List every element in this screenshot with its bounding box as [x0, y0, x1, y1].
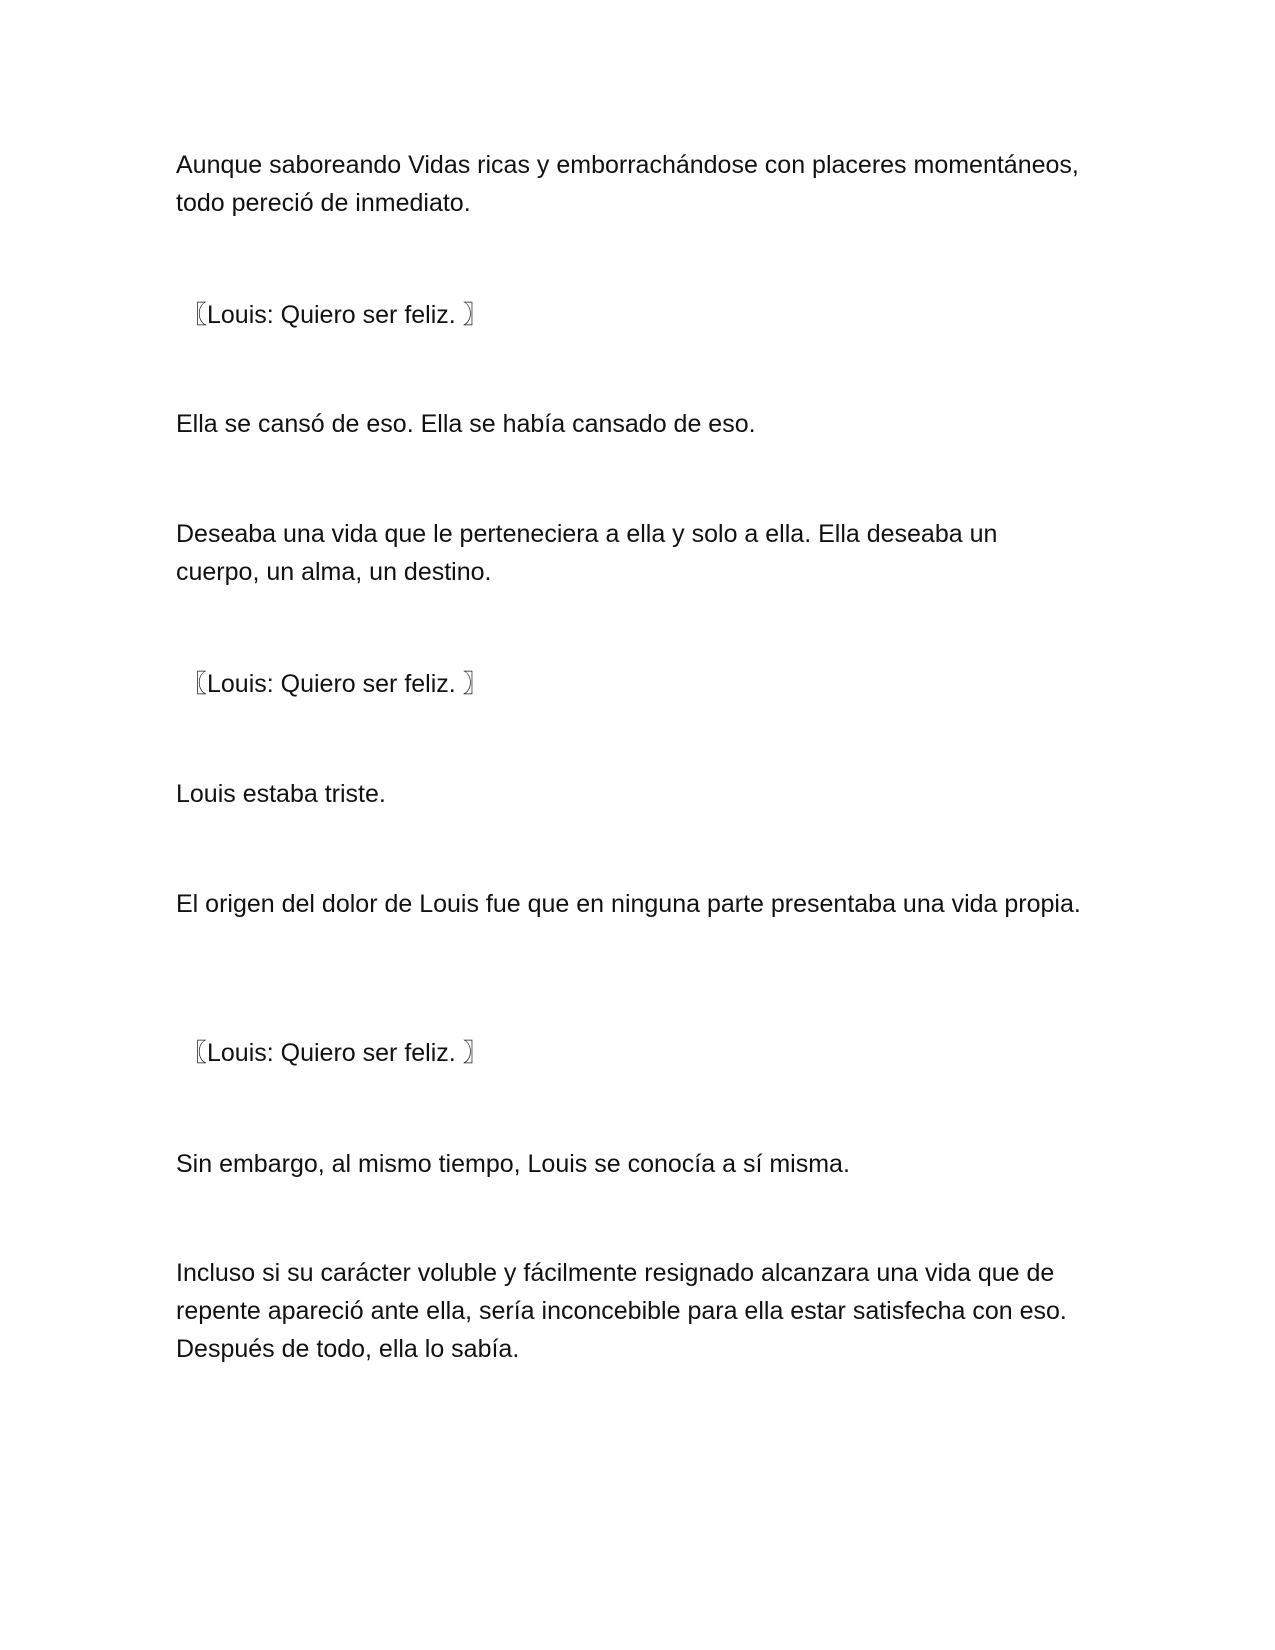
paragraph-4: Louis estaba triste.: [176, 780, 386, 808]
paragraph-5: El origen del dolor de Louis fue que en ninguna parte presentaba una vida propia.: [176, 890, 1081, 918]
dialogue-line-2: 〖Louis: Quiero ser feliz. 〗: [182, 670, 488, 698]
dialogue-line-3: 〖Louis: Quiero ser feliz. 〗: [182, 1039, 488, 1067]
paragraph-7: Incluso si su carácter voluble y fácilmente resignado alcanzara una vida que de repente apareció ante ella, sería inconcebible para ella estar satisfecha con eso. Después de todo, ella lo sabía.: [176, 1259, 1067, 1363]
paragraph-2: Ella se cansó de eso. Ella se había cansado de eso.: [176, 410, 756, 438]
paragraph-6: Sin embargo, al mismo tiempo, Louis se conocía a sí misma.: [176, 1150, 850, 1178]
paragraph-1: Aunque saboreando Vidas ricas y emborrachándose con placeres momentáneos, todo pereció de inmediato.: [176, 151, 1079, 217]
dialogue-line-1: 〖Louis: Quiero ser feliz. 〗: [182, 301, 488, 329]
paragraph-3: Deseaba una vida que le perteneciera a ella y solo a ella. Ella deseaba un cuerpo, un alma, un destino.: [176, 520, 998, 586]
